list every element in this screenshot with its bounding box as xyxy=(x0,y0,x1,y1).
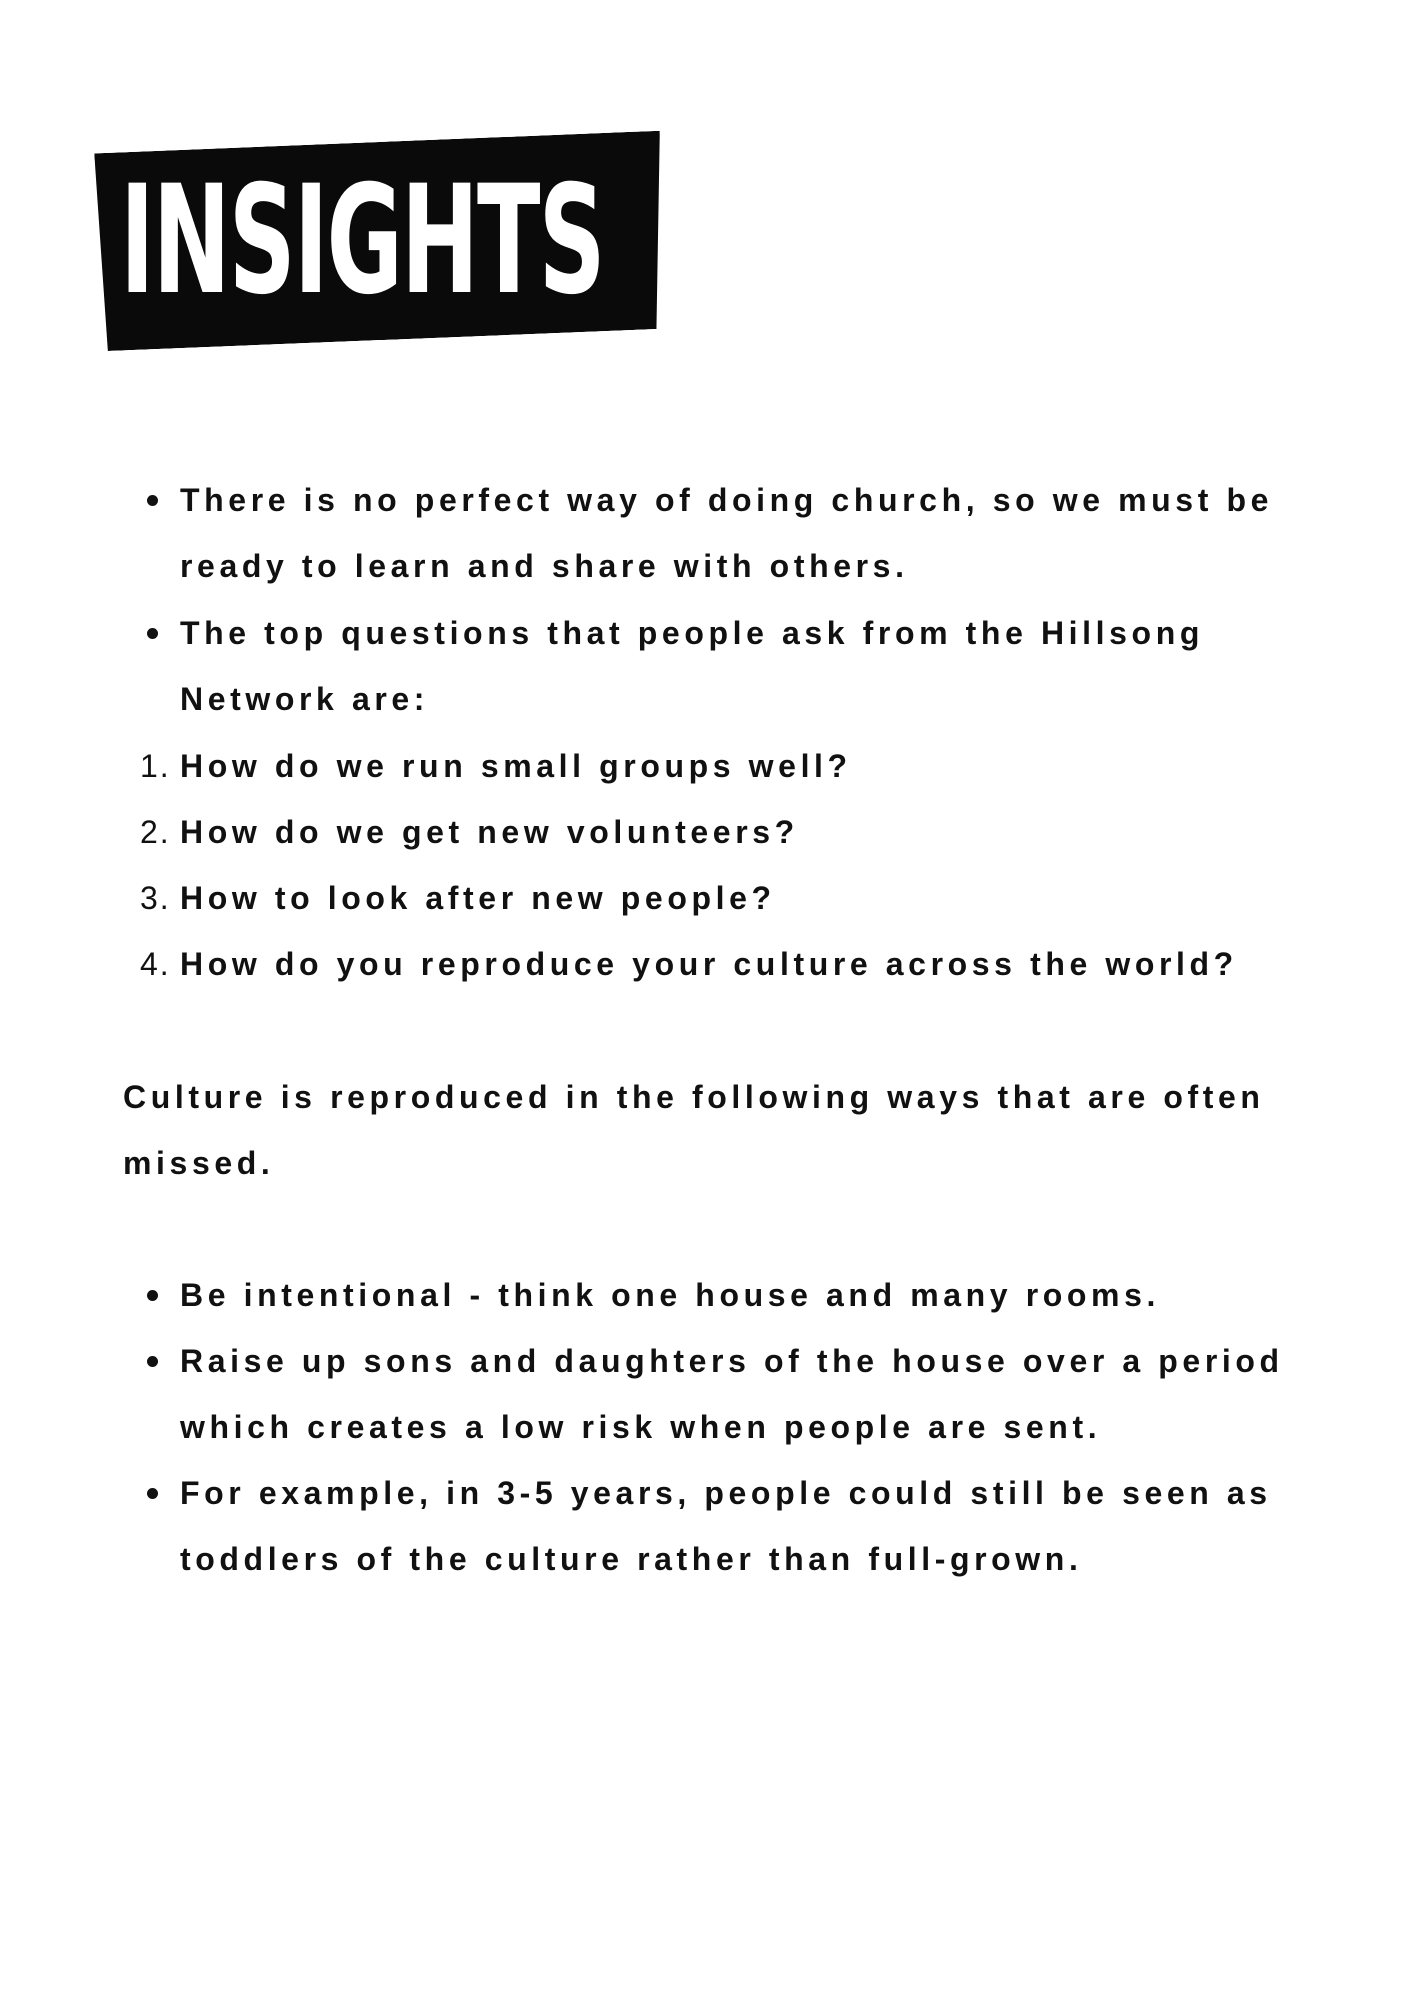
bullet-text-line: which creates a low risk when people are sent. xyxy=(180,1409,1102,1445)
list-number: 3. xyxy=(140,880,171,916)
bullet-text-line: Be intentional - think one house and many rooms. xyxy=(180,1277,1160,1313)
bullet-text-line: ready to learn and share with others. xyxy=(180,548,909,584)
bullet-text-line: toddlers of the culture rather than full-grown. xyxy=(180,1541,1083,1577)
paragraph-line: missed. xyxy=(123,1145,275,1181)
bullet-text-line: The top questions that people ask from the Hillsong xyxy=(180,615,1204,651)
list-number: 2. xyxy=(140,814,171,850)
bullet-marker xyxy=(147,1290,158,1301)
numbered-item-text: How do we run small groups well? xyxy=(180,748,852,784)
bullet-marker xyxy=(147,495,158,506)
numbered-item-text: How do we get new volunteers? xyxy=(180,814,799,850)
bullet-text-line: For example, in 3-5 years, people could still be seen as xyxy=(180,1475,1272,1511)
page-title: INSIGHTS xyxy=(120,154,604,328)
list-number: 1. xyxy=(140,748,171,784)
numbered-item-text: How to look after new people? xyxy=(180,880,776,916)
list-number: 4. xyxy=(140,946,171,982)
bullet-text-line: Network are: xyxy=(180,681,430,717)
paragraph-line: Culture is reproduced in the following ways that are often xyxy=(123,1079,1265,1115)
bullet-marker xyxy=(147,628,158,639)
numbered-item-text: How do you reproduce your culture across the world? xyxy=(180,946,1238,982)
bullet-marker xyxy=(147,1488,158,1499)
bullet-text-line: There is no perfect way of doing church, so we must be xyxy=(180,482,1273,518)
bullet-text-line: Raise up sons and daughters of the house over a period xyxy=(180,1343,1284,1379)
bullet-marker xyxy=(147,1356,158,1367)
